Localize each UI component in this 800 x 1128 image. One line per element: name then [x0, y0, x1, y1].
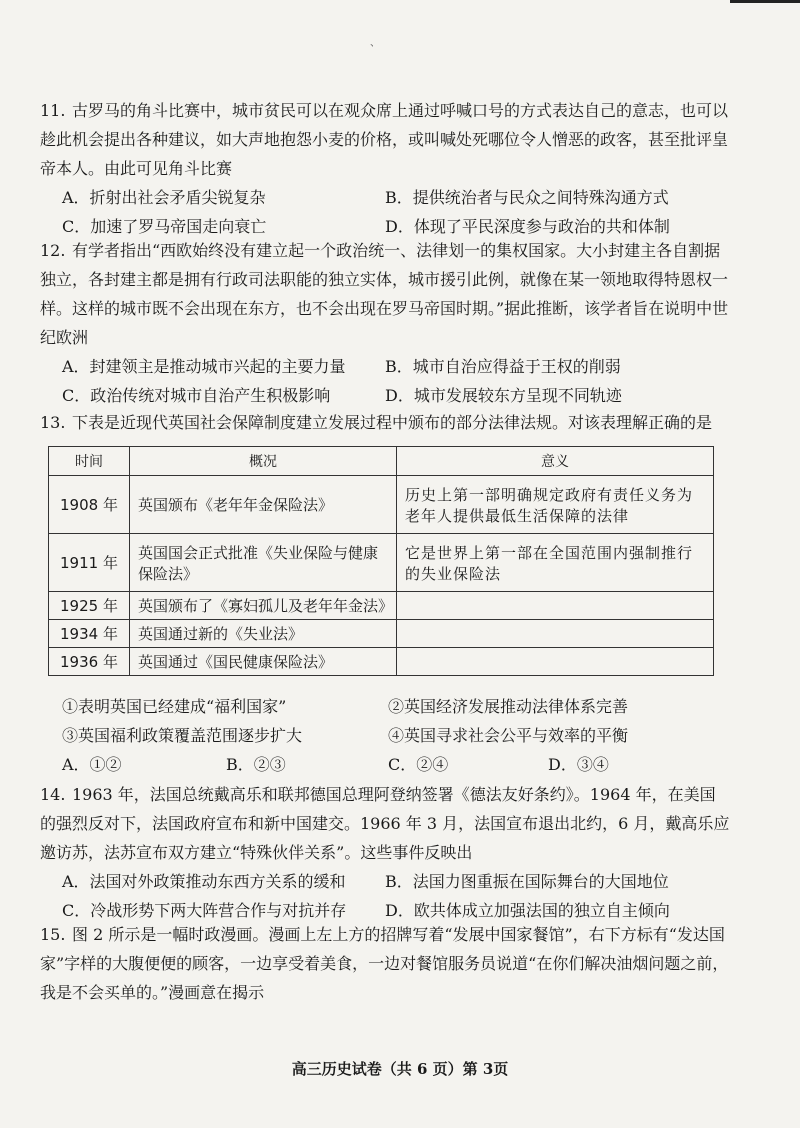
question-13-text: 下表是近现代英国社会保障制度建立发展过程中颁布的部分法律法规。对该表理解正确的是: [72, 413, 713, 432]
law-table: [48, 446, 714, 676]
option-11-b[interactable]: B．提供统治者与民众之间特殊沟通方式: [385, 188, 669, 207]
row-meaning: [397, 648, 714, 676]
law-table-header-row: [49, 447, 714, 476]
question-11-stem: [40, 96, 730, 183]
question-12-text: 有学者指出“西欧始终没有建立起一个政治统一、法律划一的集权国家。大小封建主各自割据独立，各封建主都是拥有行政司法职能的独立实体，城市援引此例，就像在某一领地取得特恩权一样。这样的城市既不会出现在东方，也不会出现在罗马帝国时期。”据此推断，该学者旨在说明中世纪欧洲: [40, 241, 729, 347]
question-14-options-row1: [40, 867, 730, 896]
statements-row1: [40, 692, 730, 721]
table-row: [49, 476, 714, 534]
question-15-stem: [40, 920, 730, 1007]
table-row: [49, 620, 714, 648]
question-14: [40, 780, 730, 925]
question-15-text: 图 2 所示是一幅时政漫画。漫画上左上方的招牌写着“发展中国家餐馆”，右下方标有“发达国家”字样的大腹便便的顾客，一边享受着美食，一边对餐馆服务员说道“在你们解决油烟问题之前，我是不会买单的。”漫画意在揭示: [40, 925, 729, 1002]
statement-1: ①表明英国已经建成“福利国家”: [62, 697, 287, 716]
table-row: [49, 648, 714, 676]
option-12-b[interactable]: B．城市自治应得益于王权的削弱: [385, 357, 621, 376]
option-12-d[interactable]: D．城市发展较东方呈现不同轨迹: [385, 386, 622, 405]
row-overview: 英国通过新的《失业法》: [130, 620, 397, 648]
question-14-text: 1963 年，法国总统戴高乐和联邦德国总理阿登纳签署《德法友好条约》。1964 年，在美国的强烈反对下，法国政府宣布和新中国建交。1966 年 3 月，法国宣布退出北约，6 月，戴高乐应邀访苏，法苏宣布双方建立“特殊伙伴关系”。这些事件反映出: [40, 785, 730, 862]
option-14-a[interactable]: A．法国对外政策推动东西方关系的缓和: [62, 872, 346, 891]
option-12-a[interactable]: A．封建领主是推动城市兴起的主要力量: [62, 357, 346, 376]
option-13-c[interactable]: C．②④: [388, 755, 449, 774]
table-row: [49, 592, 714, 620]
row-meaning: [397, 620, 714, 648]
question-13-choices: [40, 692, 730, 779]
question-12-options-row2: [40, 381, 730, 410]
option-12-c[interactable]: C．政治传统对城市自治产生积极影响: [62, 386, 331, 405]
question-14-number: 14.: [40, 785, 66, 804]
row-meaning: 它是世界上第一部在全国范围内强制推行的失业保险法: [397, 534, 714, 592]
page-footer: 高三历史试卷（共 6 页）第 3页: [291, 1060, 509, 1078]
row-overview: 英国颁布《老年年金保险法》: [130, 476, 397, 534]
option-14-c[interactable]: C．冷战形势下两大阵营合作与对抗并存: [62, 901, 347, 920]
option-13-d[interactable]: D．③④: [548, 755, 609, 774]
question-13-options: [40, 750, 730, 779]
question-14-stem: [40, 780, 730, 867]
header-meaning: 意义: [397, 447, 714, 476]
question-11-number: 11.: [40, 101, 66, 120]
row-year: 1934 年: [49, 620, 130, 648]
question-11: [40, 96, 730, 241]
table-row: [49, 534, 714, 592]
question-15-number: 15.: [40, 925, 66, 944]
statements-row2: [40, 721, 730, 750]
statement-3: ③英国福利政策覆盖范围逐步扩大: [62, 726, 303, 745]
question-11-text: 古罗马的角斗比赛中，城市贫民可以在观众席上通过呼喊口号的方式表达自己的意志，也可以趁此机会提出各种建议，如大声地抱怨小麦的价格，或叫喊处死哪位令人憎恶的政客，甚至批评皇帝本人。由此可见角斗比赛: [40, 101, 729, 178]
question-13: [40, 408, 730, 437]
question-15: [40, 920, 730, 1007]
option-11-a[interactable]: A．折射出社会矛盾尖锐复杂: [62, 188, 266, 207]
question-11-options-row1: [40, 183, 730, 212]
option-11-c[interactable]: C．加速了罗马帝国走向衰亡: [62, 217, 267, 236]
row-year: 1908 年: [49, 476, 130, 534]
option-13-b[interactable]: B．②③: [226, 755, 286, 774]
statement-4: ④英国寻求社会公平与效率的平衡: [388, 726, 629, 745]
question-13-number: 13.: [40, 413, 66, 432]
question-12-options-row1: [40, 352, 730, 381]
row-year: 1911 年: [49, 534, 130, 592]
header-time: 时间: [49, 447, 130, 476]
option-13-a[interactable]: A．①②: [62, 755, 122, 774]
row-overview: 英国颁布了《寡妇孤儿及老年年金法》: [130, 592, 397, 620]
row-year: 1925 年: [49, 592, 130, 620]
question-12: [40, 236, 730, 410]
scan-speck: 、: [370, 38, 380, 49]
row-meaning: 历史上第一部明确规定政府有责任义务为老年人提供最低生活保障的法律: [397, 476, 714, 534]
top-edge-line: [730, 0, 800, 3]
option-11-d[interactable]: D．体现了平民深度参与政治的共和体制: [385, 217, 670, 236]
option-14-b[interactable]: B．法国力图重振在国际舞台的大国地位: [385, 872, 669, 891]
row-meaning: [397, 592, 714, 620]
question-12-number: 12.: [40, 241, 66, 260]
option-14-d[interactable]: D．欧共体成立加强法国的独立自主倾向: [385, 901, 670, 920]
statement-2: ②英国经济发展推动法律体系完善: [388, 697, 629, 716]
header-overview: 概况: [130, 447, 397, 476]
row-overview: 英国国会正式批准《失业保险与健康保险法》: [130, 534, 397, 592]
question-13-stem: [40, 408, 730, 437]
question-12-stem: [40, 236, 730, 352]
row-overview: 英国通过《国民健康保险法》: [130, 648, 397, 676]
row-year: 1936 年: [49, 648, 130, 676]
